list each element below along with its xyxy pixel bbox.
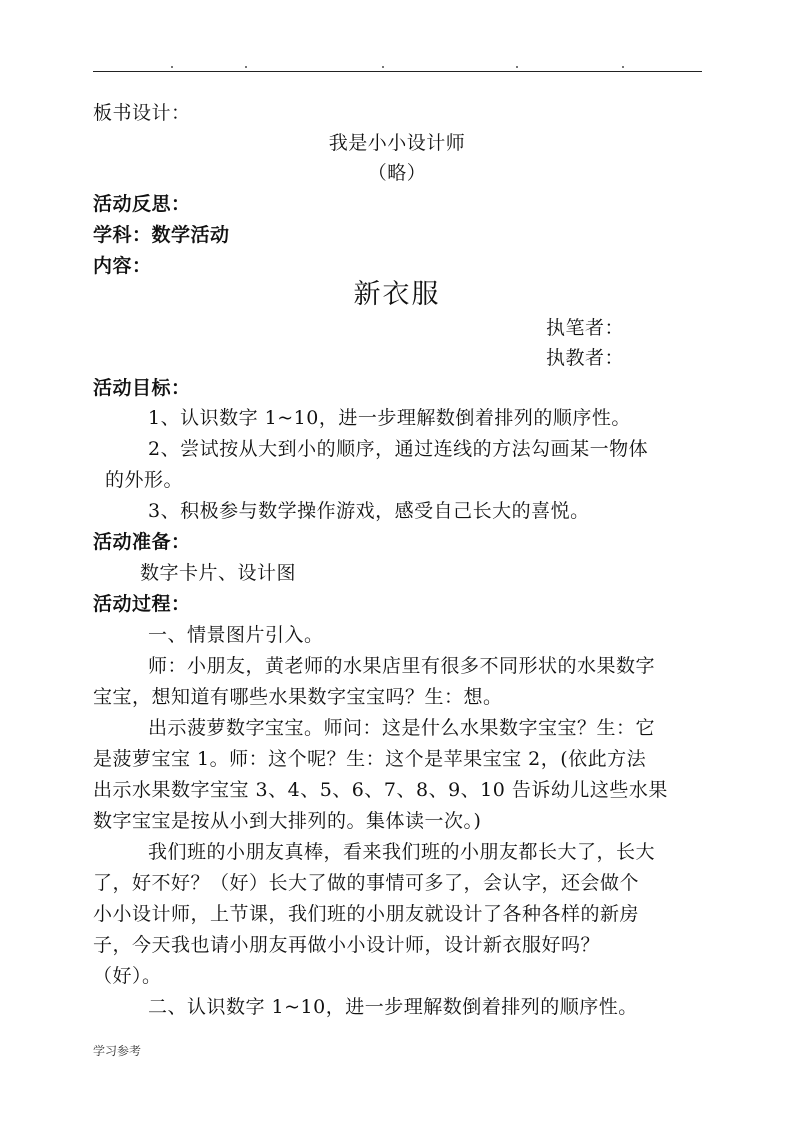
goal-line: 的外形。 (105, 469, 184, 491)
reflection-label: 活动反思： (93, 193, 191, 215)
lesson-title: 新衣服 (353, 279, 441, 310)
writer-label: 执笔者： (546, 317, 625, 339)
header-rule (93, 71, 702, 72)
process-line: 一、情景图片引入。 (148, 624, 324, 646)
process-line: 宝宝，想知道有哪些水果数字宝宝吗？生：想。 (93, 686, 503, 708)
process-label: 活动过程： (93, 593, 191, 615)
teacher-label: 执教者： (546, 347, 625, 369)
process-line: 数字宝宝是按从小到大排列的。集体读一次。) (93, 810, 482, 832)
process-line: 出示菠萝数字宝宝。师问：这是什么水果数字宝宝？生：它 (148, 717, 656, 739)
goal-line: 3、积极参与数学操作游戏，感受自己长大的喜悦。 (148, 500, 590, 522)
process-line: 小小设计师，上节课，我们班的小朋友就设计了各种各样的新房 (93, 903, 640, 925)
header-dot (171, 66, 173, 68)
header-dot (622, 66, 624, 68)
goal-line: 1、认识数字 1~10，进一步理解数倒着排列的顺序性。 (148, 407, 631, 429)
header-dot (516, 66, 518, 68)
process-line: 二、认识数字 1~10，进一步理解数倒着排列的顺序性。 (148, 996, 638, 1018)
process-line: 是菠萝宝宝 1。师：这个呢？生：这个是苹果宝宝 2，(依此方法 (93, 748, 647, 770)
header-dot (245, 66, 247, 68)
process-line: 子，今天我也请小朋友再做小小设计师，设计新衣服好吗？ (93, 934, 601, 956)
process-line: （好）。 (93, 965, 162, 987)
board-design-note: （略） (367, 162, 427, 184)
process-line: 了，好不好？（好）长大了做的事情可多了，会认字，还会做个 (93, 872, 640, 894)
footer-text: 学习参考 (93, 1044, 142, 1058)
goal-line: 2、尝试按从大到小的顺序，通过连线的方法勾画某一物体 (148, 438, 649, 460)
process-line: 师：小朋友，黄老师的水果店里有很多不同形状的水果数字 (148, 655, 656, 677)
header-dot (382, 66, 384, 68)
prep-label: 活动准备： (93, 531, 191, 553)
board-design-title: 我是小小设计师 (328, 132, 466, 154)
content-label: 内容： (93, 255, 152, 277)
prep-text: 数字卡片、设计图 (140, 562, 297, 584)
process-line: 出示水果数字宝宝 3、4、5、6、7、8、9、10 告诉幼儿这些水果 (93, 779, 668, 801)
board-design-label: 板书设计： (93, 102, 191, 124)
goals-label: 活动目标： (93, 377, 191, 399)
process-line: 我们班的小朋友真棒，看来我们班的小朋友都长大了，长大 (148, 841, 656, 863)
subject-label: 学科：数学活动 (93, 224, 230, 246)
